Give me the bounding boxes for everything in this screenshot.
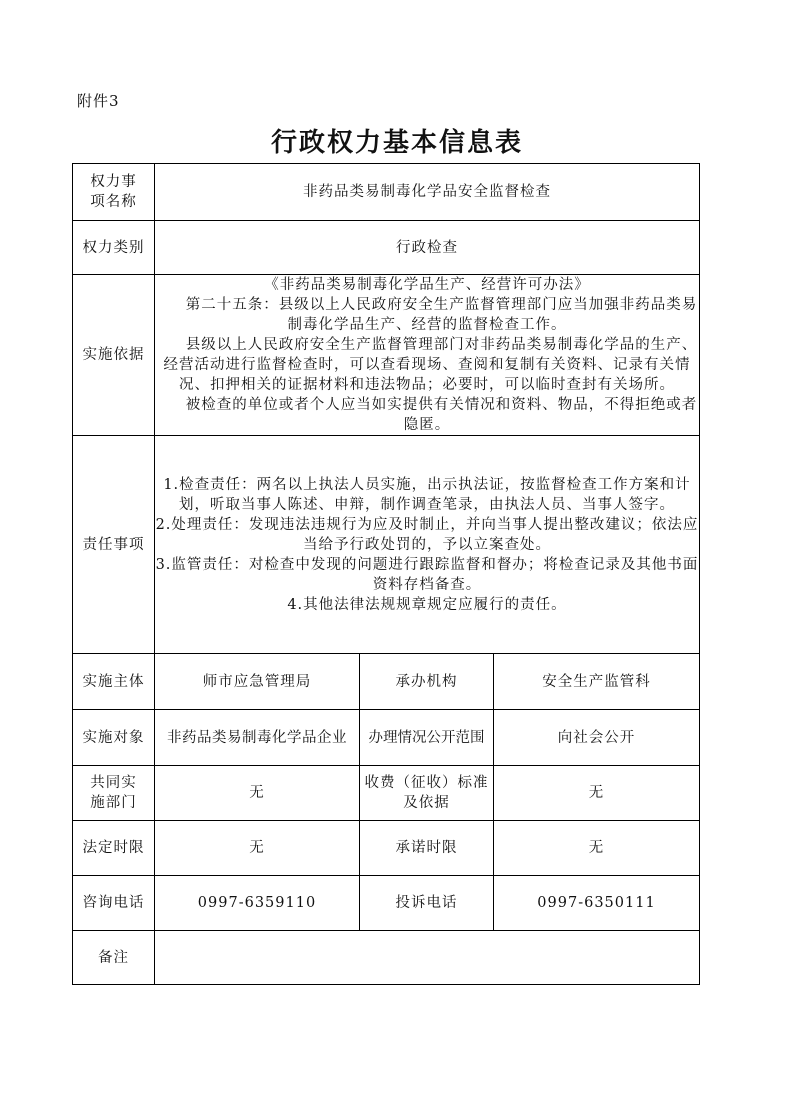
basis-label: 实施依据 (73, 275, 155, 436)
subject-label: 实施主体 (73, 654, 155, 710)
remarks-label: 备注 (73, 931, 155, 985)
disclosure-value: 向社会公开 (494, 710, 700, 766)
row-time-limit (73, 821, 700, 876)
promised-time-limit-value: 无 (494, 821, 700, 876)
item-name-value: 非药品类易制毒化学品安全监督检查 (155, 164, 700, 221)
attachment-label: 附件3 (77, 92, 120, 110)
row-basis (73, 275, 700, 436)
disclosure-label: 办理情况公开范围 (360, 710, 494, 766)
row-joint (73, 766, 700, 821)
power-type-value: 行政检查 (155, 221, 700, 275)
row-phone (73, 876, 700, 931)
responsibility-item-2: 2.处理责任：发现违法违规行为应及时制止，并向当事人提出整改建议；依法应当给予行政处罚的，予以立案查处。 (155, 516, 699, 553)
fee-label: 收费（征收）标准及依据 (360, 766, 494, 821)
document-title: 行政权力基本信息表 (270, 128, 523, 158)
responsibility-content (155, 436, 700, 654)
joint-dept-value: 无 (155, 766, 360, 821)
complaint-phone-label: 投诉电话 (360, 876, 494, 931)
consult-phone-value: 0997-6359110 (155, 876, 360, 931)
basis-paragraph-2: 县级以上人民政府安全生产监督管理部门对非药品类易制毒化学品的生产、经营活动进行监督检查时，可以查看现场、查阅和复制有关资料、记录有关情况、扣押相关的证据材料和违法物品；必要时，可以临时查封有关场所。 (163, 337, 698, 393)
complaint-phone-value: 0997-6350111 (494, 876, 700, 931)
joint-dept-label: 共同实施部门 (73, 766, 155, 821)
basis-law-title: 《非药品类易制毒化学品生产、经营许可办法》 (264, 277, 590, 293)
info-table (72, 163, 700, 985)
responsibility-item-1: 1.检查责任：两名以上执法人员实施，出示执法证，按监督检查工作方案和计划，听取当事人陈述、申辩，制作调查笔录，由执法人员、当事人签字。 (163, 476, 691, 513)
basis-content (155, 275, 700, 436)
power-type-label: 权力类别 (73, 221, 155, 275)
consult-phone-label: 咨询电话 (73, 876, 155, 931)
row-power-type (73, 221, 700, 275)
responsibility-item-3: 3.监管责任：对检查中发现的问题进行跟踪监督和督办；将检查记录及其他书面资料存档备查。 (155, 556, 699, 593)
fee-value: 无 (494, 766, 700, 821)
target-value: 非药品类易制毒化学品企业 (155, 710, 360, 766)
remarks-value (155, 931, 700, 985)
legal-time-limit-label: 法定时限 (73, 821, 155, 876)
responsibility-item-4: 4.其他法律法规规章规定应履行的责任。 (287, 596, 567, 613)
basis-paragraph-1: 第二十五条：县级以上人民政府安全生产监督管理部门应当加强非药品类易制毒化学品生产、经营的监督检查工作。 (185, 297, 698, 333)
legal-time-limit-value: 无 (155, 821, 360, 876)
row-responsibility (73, 436, 700, 654)
row-subject (73, 654, 700, 710)
row-remarks (73, 931, 700, 985)
item-name-label: 权力事项名称 (73, 164, 155, 221)
organizer-label: 承办机构 (360, 654, 494, 710)
responsibility-label: 责任事项 (73, 436, 155, 654)
subject-value: 师市应急管理局 (155, 654, 360, 710)
row-target (73, 710, 700, 766)
target-label: 实施对象 (73, 710, 155, 766)
organizer-value: 安全生产监管科 (494, 654, 700, 710)
promised-time-limit-label: 承诺时限 (360, 821, 494, 876)
basis-paragraph-3: 被检查的单位或者个人应当如实提供有关情况和资料、物品，不得拒绝或者隐匿。 (185, 397, 698, 433)
row-item-name (73, 164, 700, 221)
